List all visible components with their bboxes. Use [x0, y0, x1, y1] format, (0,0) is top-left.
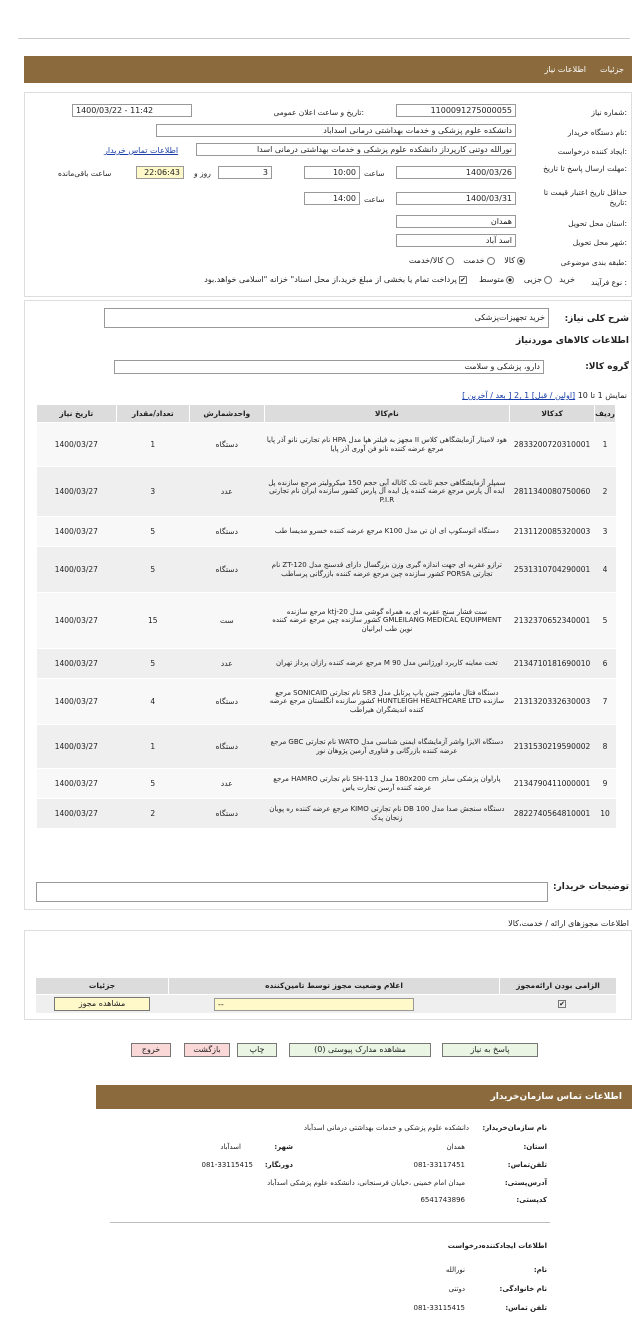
table-cell-code: 2811340080750060 [510, 467, 595, 517]
summary-field: خرید تجهیزات‌پزشکی [104, 308, 549, 328]
table-cell-date: 1400/03/27 [37, 649, 117, 679]
contact-address-label: آدرس‌پستی: [504, 1179, 547, 1187]
days-label: روز و [194, 169, 211, 178]
contact-postal-label: کدپستی: [516, 1196, 547, 1204]
table-cell-unit: عدد [189, 467, 264, 517]
creator-name-value: نورالله [445, 1266, 465, 1274]
table-cell-n: 2 [595, 467, 616, 517]
table-cell-date: 1400/03/27 [37, 467, 117, 517]
reply-button[interactable]: پاسخ به نیاز [442, 1043, 538, 1057]
process-buy-label: خرید [559, 275, 575, 284]
remaining-label: ساعت باقی‌مانده [58, 169, 112, 178]
col-code: کدکالا [510, 405, 595, 423]
radio-goods-service-label: کالا/خدمت [408, 256, 444, 265]
creator-label: ایجاد کننده درخواست: [557, 147, 627, 156]
contact-org-label: نام سازمان‌خریدار: [482, 1124, 547, 1132]
table-cell-qty: 5 [116, 769, 189, 799]
validity-time-label: ساعت [364, 195, 385, 204]
contact-org-value: دانشکده علوم پزشکی و خدمات بهداشتی درمانی اسدآباد [303, 1124, 469, 1132]
remaining-time-field: 22:06:43 [136, 166, 184, 179]
radio-goods-service[interactable] [446, 257, 454, 265]
table-cell-code: 2131530219590002 [510, 725, 595, 769]
table-cell-code: 2131120085320003 [510, 517, 595, 547]
print-button[interactable]: چاپ [237, 1043, 277, 1057]
category-radio-group [409, 256, 527, 265]
exit-button[interactable]: خروج [131, 1043, 171, 1057]
contact-fax-value: 081-33115415 [201, 1161, 253, 1169]
radio-service-label: خدمت [463, 256, 485, 265]
table-cell-name: دستگاه الایزا واشر آزمایشگاه ایمنی شناسی مدل WATO نام تجارتی GBC مرجع عرضه کننده بازرگانی و فناوری آرمین پژوهان نور [264, 725, 510, 769]
table-row [37, 769, 616, 799]
table-cell-code: 2833200720310001 [510, 423, 595, 467]
process-radio-group [204, 275, 575, 284]
contact-province-label: استان: [523, 1143, 547, 1151]
announce-label: تاریخ و ساعت اعلان عمومی: [273, 108, 364, 117]
table-cell-date: 1400/03/27 [37, 423, 117, 467]
attachments-button[interactable]: مشاهده مدارک پیوستی (0) [289, 1043, 431, 1057]
goods-group-label: گروه کالا: [585, 362, 629, 372]
table-cell-date: 1400/03/27 [37, 725, 117, 769]
contact-phone-label: تلفن‌تماس: [507, 1161, 547, 1169]
table-cell-unit: دستگاه [189, 725, 264, 769]
table-cell-unit: دستگاه [189, 799, 264, 829]
pager [462, 391, 627, 400]
city-field: اسد آباد [396, 234, 516, 247]
col-qty: تعداد/مقدار [116, 405, 189, 423]
table-cell-unit: عدد [189, 769, 264, 799]
table-cell-date: 1400/03/27 [37, 547, 117, 593]
permit-col-required: الزامی بودن ارائه‌مجوز [516, 981, 600, 990]
city-label: شهر محل تحویل: [572, 238, 627, 247]
creator-family-label: نام خانوادگی: [499, 1285, 547, 1293]
table-cell-date: 1400/03/27 [37, 593, 117, 649]
table-cell-date: 1400/03/27 [37, 517, 117, 547]
table-cell-qty: 1 [116, 725, 189, 769]
process-label: نوع فرآیند : [591, 278, 627, 287]
radio-medium-label: متوسط [479, 275, 505, 284]
table-cell-n: 6 [595, 649, 616, 679]
table-cell-name: دستگاه اتوسکوپ ای ان تی مدل K100 مرجع عرضه کننده خسرو مدیسا طب [264, 517, 510, 547]
tab-need-info[interactable]: اطلاعات نیاز [544, 65, 587, 74]
table-cell-qty: 15 [116, 593, 189, 649]
radio-goods[interactable] [517, 257, 525, 265]
summary-label: شرح کلی نیاز: [564, 314, 629, 324]
permits-table-header [36, 978, 616, 994]
buyer-notes-label: توضیحات خریدار: [553, 882, 629, 892]
top-header-bar [24, 56, 632, 83]
col-name: نام‌کالا [264, 405, 510, 423]
table-cell-n: 7 [595, 679, 616, 725]
table-cell-unit: عدد [189, 649, 264, 679]
permit-required-checkbox[interactable]: ✔ [559, 1000, 565, 1008]
pager-nav[interactable]: [اولین / قبل] 1 ,2 [ بعد / آخرین ] [462, 391, 576, 400]
table-row [37, 649, 616, 679]
table-cell-qty: 2 [116, 799, 189, 829]
contact-divider [110, 1222, 550, 1223]
table-cell-qty: 1 [116, 423, 189, 467]
table-row [37, 593, 616, 649]
contact-postal-value: 6541743896 [420, 1196, 465, 1204]
table-cell-n: 10 [595, 799, 616, 829]
creator-family-value: دوتنی [448, 1285, 465, 1293]
table-cell-code: 2131320332630003 [510, 679, 595, 725]
tab-details[interactable]: جزئیات [600, 65, 624, 74]
permit-col-details: جزئیات [88, 981, 116, 990]
table-cell-qty: 5 [116, 517, 189, 547]
table-cell-unit: ست [189, 593, 264, 649]
table-cell-name: هود لامینار آزمایشگاهی کلاس II مجهز به فیلتر هپا مدل HPA نام تجارتی نانو آذر پایا مرجع عرضه کننده نانو فن آوری آذر پایا [264, 423, 510, 467]
radio-goods-label: کالا [504, 256, 515, 265]
buyer-org-label: نام دستگاه خریدار: [567, 128, 627, 137]
table-row [37, 799, 616, 829]
table-cell-qty: 4 [116, 679, 189, 725]
buyer-contact-link[interactable]: اطلاعات تماس خریدار [104, 146, 179, 155]
table-cell-n: 4 [595, 547, 616, 593]
creator-field: نورالله دوتنی کارپرداز دانشکده علوم پزشکی و خدمات بهداشتی درمانی اسدا [196, 143, 516, 156]
permit-col-status: اعلام وضعیت مجوز توسط تامین‌کننده [168, 978, 500, 994]
contact-province-value: همدان [446, 1143, 465, 1151]
validity-time-field: 14:00 [304, 192, 360, 205]
table-cell-qty: 5 [116, 649, 189, 679]
table-cell-name: پاراوان پزشکی سایز 180x200 cm مدل SH-113 نام تجارتی HAMRO مرجع عرضه کننده آرسن تجارت یاس [264, 769, 510, 799]
province-field: همدان [396, 215, 516, 228]
goods-table-header [37, 405, 616, 423]
table-cell-name: سمپلر آزمایشگاهی حجم ثابت تک کاناله آبی حجم 150 میکرولیتر مرجع سازنده پل ایده آل پارس مرجع عرضه کننده پل ایده آل پارس کشور سازنده ایران نام تجارتی P.I.R [264, 467, 510, 517]
contact-city-label: شهر: [274, 1143, 293, 1151]
payment-note: پرداخت تمام یا بخشی از مبلغ خرید،از محل اسناد" خزانه "اسلامی خواهد.بود [204, 275, 457, 284]
table-cell-code: 2531310704290001 [510, 547, 595, 593]
creator-name-label: نام: [533, 1266, 547, 1274]
buyer-notes-field [36, 882, 548, 902]
table-cell-date: 1400/03/27 [37, 799, 117, 829]
table-cell-qty: 5 [116, 547, 189, 593]
permits-title: اطلاعات مجوزهای ارائه / خدمت،کالا [508, 919, 629, 928]
table-cell-n: 3 [595, 517, 616, 547]
table-cell-code: 2132370652340001 [510, 593, 595, 649]
validity-date-field: 1400/03/31 [396, 192, 516, 205]
table-cell-unit: دستگاه [189, 679, 264, 725]
contact-city-value: اسدآباد [220, 1143, 241, 1151]
radio-service[interactable] [487, 257, 495, 265]
table-cell-name: دستگاه فتال مانیتور جنین پاپ پرتابل مدل SR3 نام تجارتی SONICAID مرجع سازنده HUNTLEIGH HEALTHCARE LTD کشور سازنده انگلستان مرجع عرضه کننده اندیشگران هیراطب [264, 679, 510, 725]
table-cell-code: 2822740564810001 [510, 799, 595, 829]
deadline-time-field: 10:00 [304, 166, 360, 179]
col-unit: واحدشمارش [189, 405, 264, 423]
table-cell-n: 9 [595, 769, 616, 799]
table-row [37, 423, 616, 467]
province-label: استان محل تحویل: [568, 219, 627, 228]
table-cell-code: 2134710181690010 [510, 649, 595, 679]
contact-phone-value: 081-33117451 [413, 1161, 465, 1169]
table-cell-name: دستگاه سنجش صدا مدل DB 100 نام تجارتی KIMO مرجع عرضه کننده ره پویان زنجان پدک [264, 799, 510, 829]
payment-checkbox[interactable]: ✔ [459, 275, 466, 284]
contact-address-value: میدان امام خمینی ،خیابان فرسنجانی، دانشکده علوم پزشکی اسدآباد [267, 1179, 465, 1187]
top-divider [18, 38, 630, 39]
announce-field: 1400/03/22 - 11:42 [72, 104, 192, 117]
need-number-label: شماره نیاز: [591, 108, 627, 117]
goods-table [36, 404, 616, 829]
table-row [37, 725, 616, 769]
table-cell-name: ست فشار سنج عقربه ای به همراه گوشی مدل ktj-20 مرجع سازنده GMLEILANG MEDICAL EQUIPMENT کشور سازنده چین مرجع عرضه کننده نوین طب ایرانیان [264, 593, 510, 649]
radio-partial-label: جزیی [523, 275, 543, 284]
table-row [37, 467, 616, 517]
validity-label: حداقل تاریخ اعتبار قیمت تا تاریخ: [543, 188, 627, 207]
table-cell-n: 8 [595, 725, 616, 769]
table-cell-date: 1400/03/27 [37, 679, 117, 725]
table-cell-unit: دستگاه [189, 547, 264, 593]
table-row [37, 679, 616, 725]
goods-group-field: دارو، پزشکی و سلامت [114, 360, 544, 374]
deadline-date-field: 1400/03/26 [396, 166, 516, 179]
radio-medium[interactable] [506, 276, 514, 284]
contact-fax-label: دورنگار: [264, 1161, 293, 1169]
deadline-label: مهلت ارسال پاسخ تا تاریخ: [543, 164, 627, 173]
deadline-time-label: ساعت [364, 169, 385, 178]
creator-tel-label: تلفن تماس: [505, 1304, 547, 1312]
table-cell-qty: 3 [116, 467, 189, 517]
col-row: ردیف [595, 405, 616, 423]
category-label: طبقه بندی موضوعی: [560, 258, 627, 267]
creator-tel-value: 081-33115415 [413, 1304, 465, 1312]
need-number-field: 1100091275000055 [396, 104, 516, 117]
radio-partial[interactable] [544, 276, 552, 284]
table-row [37, 517, 616, 547]
goods-info-title: اطلاعات کالاهای موردنیاز [515, 336, 629, 346]
pager-prefix: نمایش [605, 391, 627, 400]
table-cell-date: 1400/03/27 [37, 769, 117, 799]
permit-status-field: -- [214, 998, 414, 1011]
creator-info-title: اطلاعات ایجادکننده‌درخواست [447, 1242, 547, 1250]
table-cell-n: 1 [595, 423, 616, 467]
days-field: 3 [218, 166, 272, 179]
table-cell-code: 2134790411000001 [510, 769, 595, 799]
contact-header: اطلاعات تماس سازمان‌خریدار [96, 1085, 632, 1109]
col-date: تاریخ نیاز [37, 405, 117, 423]
back-button[interactable]: بازگشت [184, 1043, 230, 1057]
pager-range: 1 تا 10 [577, 391, 603, 400]
view-permit-button[interactable]: مشاهده مجوز [54, 997, 150, 1011]
table-cell-n: 5 [595, 593, 616, 649]
table-cell-name: ترازو عقربه ای جهت اندازه گیری وزن بزرگسال دارای قدسنج مدل ZT-120 نام تجارتی PORSA کشور سازنده چین مرجع عرضه کننده بازرگانی پرساطب [264, 547, 510, 593]
buyer-org-field: دانشکده علوم پزشکی و خدمات بهداشتی درمانی اسداباد [156, 124, 516, 137]
table-cell-unit: دستگاه [189, 517, 264, 547]
table-row [37, 547, 616, 593]
table-cell-name: تخت معاینه کاربرد اورژانس مدل M 90 مرجع عرضه کننده رازان پرداز تهران [264, 649, 510, 679]
table-cell-unit: دستگاه [189, 423, 264, 467]
